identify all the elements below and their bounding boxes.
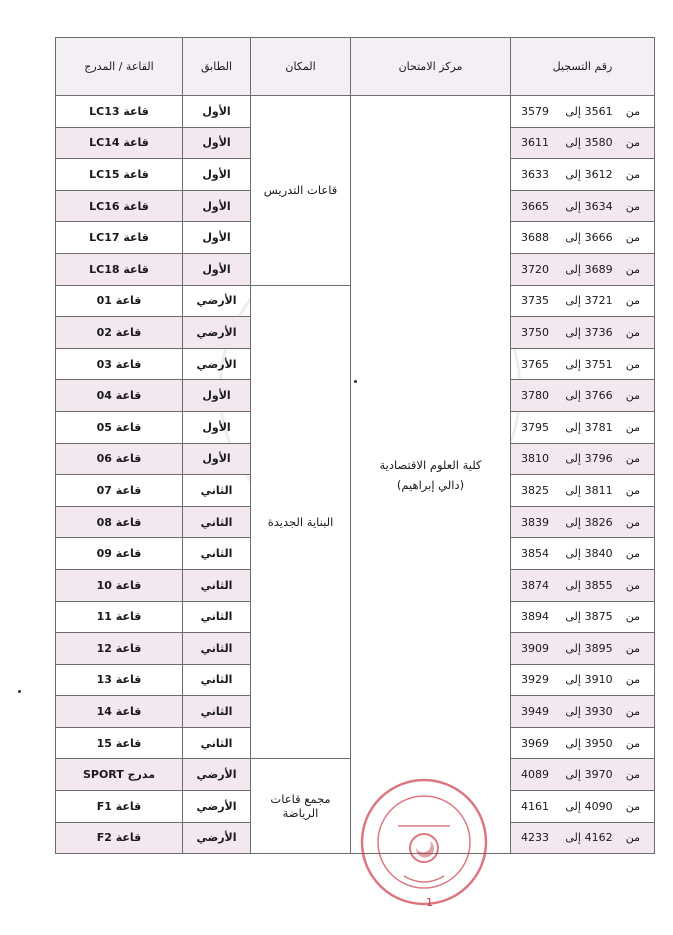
registration-range-cell [511,791,655,823]
range-from: 3612 [584,167,613,181]
range-from: 3781 [584,420,613,434]
registration-range-cell [511,759,655,791]
range-from: 3689 [584,262,613,276]
floor-cell: الأرضي [183,791,251,823]
hall-cell: قاعة 05 [56,411,183,443]
range-to: 3894 [521,610,549,624]
hall-cell: مدرج SPORT [56,759,183,791]
to-label: إلى [565,104,581,118]
to-label: إلى [565,357,581,371]
hall-cell: قاعة 13 [56,664,183,696]
to-label: إلى [565,641,581,655]
from-label: من [625,389,641,403]
range-from: 3930 [584,705,613,719]
registration-range-cell [511,411,655,443]
range-to: 3874 [521,578,549,592]
floor-cell: الأول [183,222,251,254]
range-to: 3854 [521,547,549,561]
registration-range-cell [511,96,655,128]
range-from: 3751 [584,357,613,371]
floor-cell: الثاني [183,601,251,633]
range-to: 3735 [521,294,549,308]
range-from: 3895 [584,641,613,655]
range-to: 3611 [521,136,549,150]
floor-cell: الثاني [183,506,251,538]
to-label: إلى [565,420,581,434]
to-label: إلى [565,578,581,592]
from-label: من [625,831,641,845]
registration-range-cell [511,506,655,538]
registration-range-cell [511,601,655,633]
range-from: 3721 [584,294,613,308]
range-to: 3909 [521,641,549,655]
registration-range-cell [511,664,655,696]
official-stamp [358,776,490,908]
floor-cell: الأرضي [183,348,251,380]
to-label: إلى [565,768,581,782]
floor-cell: الثاني [183,475,251,507]
hall-cell: قاعة 15 [56,727,183,759]
hall-cell: قاعة LC16 [56,190,183,222]
range-to: 3825 [521,483,549,497]
to-label: إلى [565,705,581,719]
to-label: إلى [565,199,581,213]
range-to: 3720 [521,262,549,276]
from-label: من [625,578,641,592]
from-label: من [625,547,641,561]
floor-cell: الثاني [183,569,251,601]
range-to: 3665 [521,199,549,213]
floor-cell: الأول [183,127,251,159]
hall-cell: قاعة 12 [56,633,183,665]
from-label: من [625,799,641,813]
registration-range-cell [511,190,655,222]
range-from: 3826 [584,515,613,529]
registration-range-cell [511,380,655,412]
range-from: 3840 [584,547,613,561]
from-label: من [625,262,641,276]
hall-cell: قاعة 02 [56,317,183,349]
hall-cell: قاعة LC17 [56,222,183,254]
floor-cell: الثاني [183,633,251,665]
to-label: إلى [565,294,581,308]
from-label: من [625,641,641,655]
exam-center-cell [351,96,511,854]
header-registration-number: رقم التسجيل [511,38,655,96]
exam-center-location: (دالي إبراهيم) [396,477,465,492]
from-label: من [625,420,641,434]
floor-cell: الأول [183,96,251,128]
exam-center-name: كلية العلوم الاقتصادية [379,457,482,472]
range-from: 3970 [584,768,613,782]
floor-cell: الأرضي [183,285,251,317]
from-label: من [625,610,641,624]
hall-cell: قاعة LC13 [56,96,183,128]
floor-cell: الثاني [183,664,251,696]
hall-cell: قاعة 09 [56,538,183,570]
range-to: 3969 [521,736,549,750]
floor-cell: الأرضي [183,759,251,791]
to-label: إلى [565,452,581,466]
place-cell: قاعات التدريس [251,96,351,286]
range-to: 3750 [521,325,549,339]
hall-cell: قاعة 04 [56,380,183,412]
stray-dot [354,380,357,383]
registration-range-cell [511,633,655,665]
hall-cell: قاعة 10 [56,569,183,601]
range-from: 3766 [584,389,613,403]
from-label: من [625,167,641,181]
range-from: 3580 [584,136,613,150]
to-label: إلى [565,515,581,529]
from-label: من [625,325,641,339]
range-from: 4090 [584,799,613,813]
from-label: من [625,705,641,719]
floor-cell: الأول [183,190,251,222]
hall-cell: قاعة LC14 [56,127,183,159]
from-label: من [625,452,641,466]
registration-range-cell [511,253,655,285]
to-label: إلى [565,831,581,845]
hall-cell: قاعة LC18 [56,253,183,285]
range-from: 3855 [584,578,613,592]
floor-cell: الأول [183,411,251,443]
registration-range-cell [511,159,655,191]
from-label: من [625,736,641,750]
range-to: 3810 [521,452,549,466]
header-floor: الطابق [183,38,251,96]
to-label: إلى [565,483,581,497]
to-label: إلى [565,736,581,750]
hall-cell: قاعة 01 [56,285,183,317]
from-label: من [625,483,641,497]
range-to: 3765 [521,357,549,371]
to-label: إلى [565,673,581,687]
range-from: 3796 [584,452,613,466]
to-label: إلى [565,325,581,339]
range-to: 3929 [521,673,549,687]
to-label: إلى [565,231,581,245]
registration-range-cell [511,475,655,507]
range-from: 3875 [584,610,613,624]
from-label: من [625,104,641,118]
range-to: 4089 [521,768,549,782]
range-from: 3950 [584,736,613,750]
from-label: من [625,294,641,308]
to-label: إلى [565,389,581,403]
hall-cell: قاعة 14 [56,696,183,728]
from-label: من [625,515,641,529]
header-row [56,38,655,96]
registration-range-cell [511,127,655,159]
table-row [56,96,655,128]
from-label: من [625,673,641,687]
range-from: 3561 [584,104,613,118]
to-label: إلى [565,262,581,276]
to-label: إلى [565,610,581,624]
floor-cell: الأول [183,253,251,285]
to-label: إلى [565,167,581,181]
floor-cell: الأرضي [183,317,251,349]
place-cell: مجمع قاعات الرياضة [251,759,351,854]
hall-cell: قاعة 08 [56,506,183,538]
hall-cell: قاعة 03 [56,348,183,380]
header-place: المكان [251,38,351,96]
hall-cell: قاعة 07 [56,475,183,507]
floor-cell: الأول [183,380,251,412]
range-from: 3910 [584,673,613,687]
range-from: 3736 [584,325,613,339]
floor-cell: الأرضي [183,822,251,854]
to-label: إلى [565,799,581,813]
floor-cell: الثاني [183,538,251,570]
from-label: من [625,136,641,150]
from-label: من [625,231,641,245]
range-from: 3811 [584,483,613,497]
range-to: 4161 [521,799,549,813]
floor-cell: الثاني [183,696,251,728]
range-to: 4233 [521,831,549,845]
from-label: من [625,768,641,782]
registration-range-cell [511,696,655,728]
floor-cell: الأول [183,159,251,191]
registration-range-cell [511,317,655,349]
registration-range-cell [511,348,655,380]
hall-cell: قاعة 11 [56,601,183,633]
stray-dot [18,690,21,693]
hall-cell: قاعة 06 [56,443,183,475]
hall-cell: قاعة F2 [56,822,183,854]
registration-range-cell [511,538,655,570]
range-to: 3579 [521,104,549,118]
page-number: 1 [426,896,433,909]
range-to: 3839 [521,515,549,529]
range-to: 3949 [521,705,549,719]
header-exam-center: مركز الامتحان [351,38,511,96]
registration-range-cell [511,822,655,854]
floor-cell: الأول [183,443,251,475]
hall-cell: قاعة F1 [56,791,183,823]
exam-allocation-table [55,37,655,854]
range-to: 3633 [521,167,549,181]
range-from: 4162 [584,831,613,845]
registration-range-cell [511,222,655,254]
floor-cell: الثاني [183,727,251,759]
hall-cell: قاعة LC15 [56,159,183,191]
range-from: 3634 [584,199,613,213]
range-to: 3688 [521,231,549,245]
to-label: إلى [565,136,581,150]
header-hall: القاعة / المدرج [56,38,183,96]
registration-range-cell [511,569,655,601]
range-from: 3666 [584,231,613,245]
registration-range-cell [511,285,655,317]
from-label: من [625,357,641,371]
to-label: إلى [565,547,581,561]
range-to: 3795 [521,420,549,434]
range-to: 3780 [521,389,549,403]
registration-range-cell [511,443,655,475]
place-cell: البناية الجديدة [251,285,351,759]
from-label: من [625,199,641,213]
registration-range-cell [511,727,655,759]
